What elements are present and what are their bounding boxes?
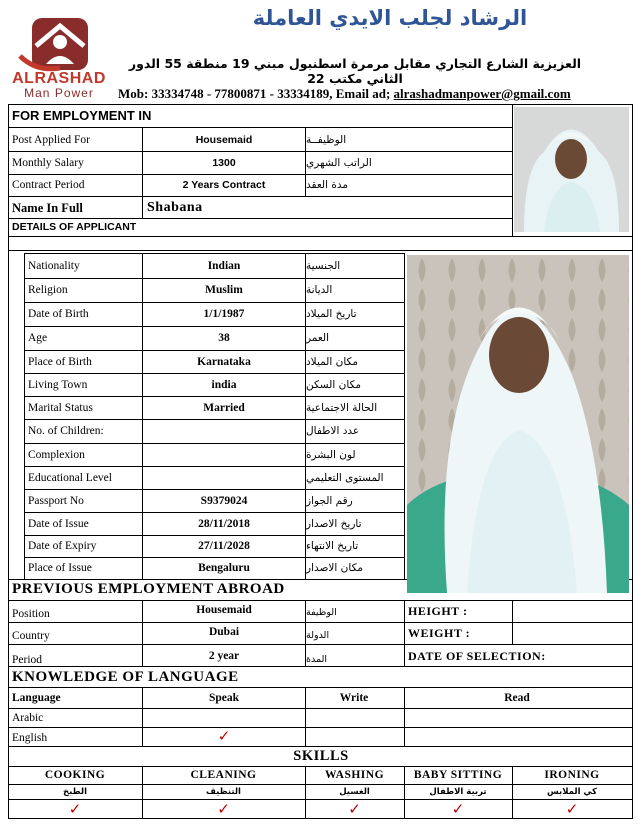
applicant-field-arabic: الحالة الاجتماعية — [306, 401, 378, 414]
height-label: HEIGHT : — [408, 603, 468, 618]
applicant-field-value — [143, 466, 305, 489]
skill-name: IRONING — [544, 769, 600, 781]
applicant-field-arabic: تاريخ الانتهاء — [306, 540, 359, 552]
post-arabic: الوظيفــة — [306, 134, 347, 146]
applicant-field-arabic: العمر — [306, 332, 330, 344]
applicant-field-value: 1/1/1987 — [203, 308, 245, 320]
applicant-field-label: Passport No — [28, 494, 84, 507]
salary-value: 1300 — [212, 157, 236, 169]
prev-country-label: Country — [12, 630, 50, 642]
applicant-field-value: Married — [203, 401, 245, 414]
skill-name: WASHING — [324, 769, 385, 781]
contract-arabic: مدة العقد — [306, 179, 348, 191]
skill-check: ✓ — [217, 799, 230, 818]
grid-line — [512, 104, 513, 236]
applicant-field-label: Marital Status — [28, 401, 93, 414]
applicant-field-arabic: الجنسية — [306, 259, 341, 272]
applicant-field-arabic: لون البشرة — [306, 448, 356, 461]
applicant-field-arabic: مكان الميلاد — [306, 355, 358, 368]
applicant-field-value: Muslim — [205, 284, 243, 296]
post-value: Housemaid — [195, 134, 253, 146]
skill-check: ✓ — [565, 799, 579, 818]
applicant-field-label: Place of Birth — [28, 355, 92, 368]
applicant-field-label: Religion — [28, 284, 68, 296]
grid-line — [8, 250, 633, 251]
prev-position-arabic: الوظيفة — [306, 606, 337, 618]
skill-name: CLEANING — [190, 769, 257, 781]
applicant-field-label: Educational Level — [28, 471, 112, 484]
previous-employment-title: PREVIOUS EMPLOYMENT ABROAD — [12, 580, 285, 597]
logo-subtitle: Man Power — [24, 86, 94, 100]
applicant-field-value: Karnataka — [197, 355, 251, 368]
applicant-field-value: S9379024 — [200, 494, 248, 507]
skills-title: SKILLS — [293, 747, 349, 764]
applicant-field-label: Nationality — [28, 259, 80, 272]
applicant-field-value: Indian — [207, 259, 241, 272]
applicant-field-value: 28/11/2018 — [198, 517, 250, 530]
grid-line — [8, 104, 9, 818]
contract-label: Contract Period — [12, 179, 85, 191]
applicant-field-label: Living Town — [28, 378, 88, 391]
applicant-field-arabic: الديانة — [306, 284, 333, 296]
skill-arabic: كي الملابس — [547, 786, 597, 797]
prev-period-value: 2 year — [208, 650, 240, 662]
grid-line — [8, 727, 633, 728]
salary-label: Monthly Salary — [12, 157, 84, 169]
email-link[interactable]: alrashadmanpower@gmail.com — [393, 86, 571, 101]
weight-label: WEIGHT : — [408, 625, 471, 640]
language-header-language: Language — [12, 692, 61, 704]
language-header-speak: Speak — [208, 692, 240, 704]
applicant-photo-large — [407, 255, 629, 593]
applicant-field-arabic: تاريخ الميلاد — [306, 308, 357, 320]
applicant-field-value: Bengaluru — [198, 562, 250, 574]
applicant-field-arabic: رقم الجواز — [306, 494, 353, 507]
grid-line — [24, 253, 25, 579]
grid-line — [8, 104, 633, 105]
selection-date-label: DATE OF SELECTION: — [408, 648, 546, 663]
applicant-field-label: Date of Expiry — [28, 540, 97, 552]
grid-line — [8, 236, 633, 237]
name-label: Name In Full — [12, 200, 83, 215]
prev-country-arabic: الدولة — [306, 629, 330, 641]
arabic-address: العزيزية الشارع التجاري مقابل مرمرة اسطنبول مبني 19 منطقة 55 الدور الثاني مكتب 22 — [128, 56, 582, 86]
prev-period-label: Period — [12, 654, 43, 666]
applicant-field-label: Complexion — [28, 448, 85, 461]
logo-brand: ALRASHAD — [12, 70, 106, 87]
prev-country-value: Dubai — [208, 626, 240, 638]
prev-period-arabic: المدة — [306, 653, 327, 665]
applicant-field-value: 38 — [218, 332, 230, 344]
skill-name: BABY SITTING — [413, 769, 503, 781]
applicant-field-label: No. of Children: — [28, 425, 104, 437]
prev-position-label: Position — [12, 608, 50, 620]
grid-line — [8, 151, 512, 152]
applicant-field-value — [143, 443, 305, 466]
applicant-field-arabic: عدد الاطفال — [306, 425, 360, 437]
applicant-field-arabic: مكان الاصدار — [306, 562, 363, 574]
employment-section-title: FOR EMPLOYMENT IN — [12, 107, 152, 123]
skill-name: COOKING — [44, 769, 106, 781]
skill-check: ✓ — [348, 799, 361, 818]
grid-line — [8, 127, 512, 128]
skill-arabic: الطبخ — [63, 786, 87, 797]
applicant-field-label: Date of Birth — [28, 308, 89, 320]
language-header-read: Read — [504, 692, 530, 704]
prev-position-value: Housemaid — [196, 604, 252, 616]
grid-line — [404, 600, 405, 666]
grid-line — [8, 708, 633, 709]
applicant-field-label: Age — [28, 332, 48, 344]
grid-line — [632, 104, 633, 818]
salary-arabic: الراتب الشهري — [306, 157, 372, 169]
applicant-field-label: Place of Issue — [28, 562, 92, 574]
applicant-field-arabic: المستوى التعليمي — [306, 471, 384, 484]
phone-numbers: Mob: 33334748 - 77800871 - 33334189, Email ad; — [118, 86, 394, 101]
skill-check: ✓ — [68, 799, 82, 818]
grid-line — [8, 622, 633, 623]
contract-value: 2 Years Contract — [182, 179, 266, 191]
applicant-field-value: 27/11/2028 — [198, 540, 250, 552]
details-title: DETAILS OF APPLICANT — [12, 220, 137, 233]
applicant-photo-small — [514, 107, 629, 232]
skill-arabic: التنظيف — [206, 786, 241, 797]
arabic-company-title: الرشاد لجلب الايدي العاملة — [252, 6, 528, 30]
skill-check: ✓ — [451, 799, 465, 818]
language-english: English — [12, 732, 48, 744]
skill-arabic: الغسيل — [339, 786, 370, 797]
english-speak-check: ✓ — [217, 727, 231, 745]
applicant-field-value — [143, 419, 305, 443]
language-title: KNOWLEDGE OF LANGUAGE — [12, 668, 239, 685]
applicant-field-label: Date of Issue — [28, 517, 89, 530]
grid-line — [8, 818, 633, 819]
grid-line — [512, 600, 513, 644]
skill-arabic: تربية الاطفال — [429, 786, 487, 797]
arabic-speak-check — [143, 709, 305, 727]
applicant-field-value: india — [211, 378, 237, 391]
grid-line — [8, 196, 512, 197]
name-value: Shabana — [147, 200, 203, 215]
contact-line — [118, 86, 638, 102]
grid-line — [8, 600, 633, 601]
language-arabic: Arabic — [12, 712, 44, 724]
applicant-field-arabic: مكان السكن — [306, 378, 361, 391]
language-header-write: Write — [339, 692, 369, 704]
grid-line — [404, 253, 405, 579]
post-label: Post Applied For — [12, 134, 90, 146]
applicant-field-arabic: تاريخ الاصدار — [306, 517, 362, 530]
